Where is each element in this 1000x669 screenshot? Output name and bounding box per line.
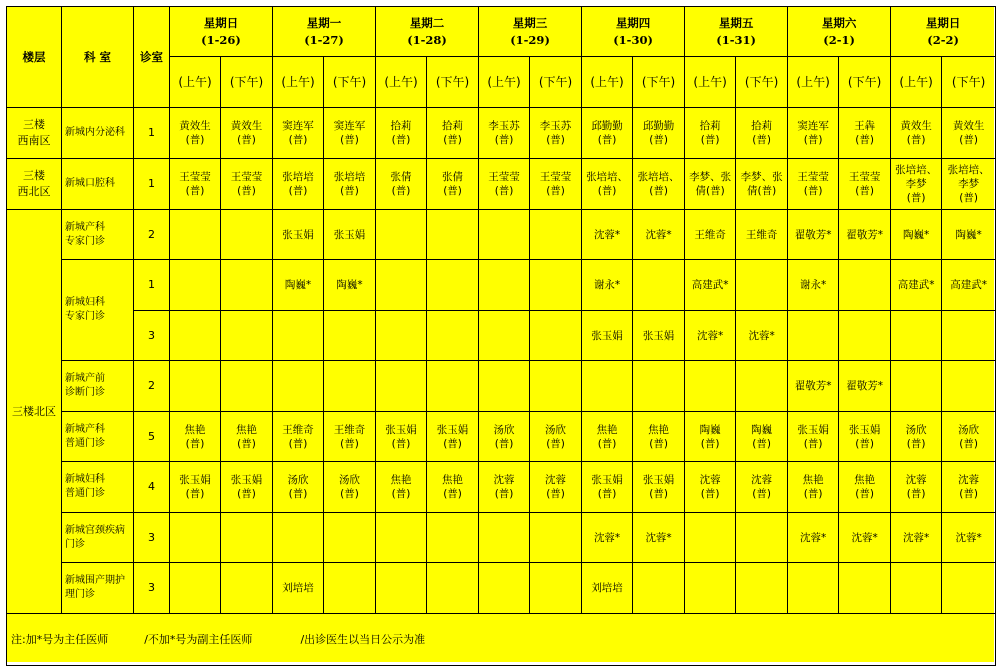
doctor-cell: [839, 260, 891, 311]
doctor-cell: [685, 361, 736, 412]
dept-cell: 新城口腔科: [62, 159, 134, 210]
doctor-cell: [479, 260, 530, 311]
room-cell: 1: [134, 159, 170, 210]
doctor-cell: 陶巍*: [273, 260, 324, 311]
dept-cell: 新城围产期护 理门诊: [62, 563, 134, 614]
doctor-cell: 焦艳 (普): [427, 462, 479, 513]
doctor-cell: [324, 311, 376, 361]
doctor-cell: 拾莉 (普): [736, 108, 788, 159]
doctor-cell: 张倩 (普): [376, 159, 427, 210]
doctor-cell: [324, 513, 376, 563]
room-cell: 1: [134, 260, 170, 311]
doctor-cell: 张玉娟 (普): [633, 462, 685, 513]
doctor-cell: 王莹莹 (普): [530, 159, 582, 210]
day-date: (1-29): [510, 32, 550, 47]
day-header: [273, 7, 376, 57]
doctor-cell: 张培培、 (普): [633, 159, 685, 210]
room-cell: 2: [134, 210, 170, 260]
doctor-cell: 张玉娟: [582, 311, 633, 361]
doctor-cell: 翟敬芳*: [788, 361, 839, 412]
doctor-cell: 翟敬芳*: [839, 361, 891, 412]
doctor-cell: 焦艳 (普): [170, 412, 221, 462]
doctor-cell: [685, 563, 736, 614]
doctor-cell: 翟敬芳*: [788, 210, 839, 260]
doctor-cell: 张玉娟 (普): [427, 412, 479, 462]
doctor-cell: [376, 311, 427, 361]
doctor-cell: 黄效生 (普): [942, 108, 996, 159]
doctor-cell: 沈蓉 (普): [891, 462, 942, 513]
doctor-cell: 张玉娟: [273, 210, 324, 260]
doctor-cell: 刘培培: [582, 563, 633, 614]
doctor-cell: [479, 311, 530, 361]
doctor-cell: [633, 361, 685, 412]
room-cell: 5: [134, 412, 170, 462]
doctor-cell: [324, 563, 376, 614]
doctor-cell: 张玉娟: [324, 210, 376, 260]
doctor-cell: 汤欣 (普): [273, 462, 324, 513]
doctor-cell: [376, 513, 427, 563]
doctor-cell: [633, 563, 685, 614]
doctor-cell: [839, 563, 891, 614]
day-date: (1-30): [613, 32, 653, 47]
room-cell: 1: [134, 108, 170, 159]
room-cell: 2: [134, 361, 170, 412]
day-date: (1-26): [201, 32, 241, 47]
doctor-cell: 沈蓉 (普): [736, 462, 788, 513]
doctor-cell: 拾莉 (普): [427, 108, 479, 159]
doctor-cell: [530, 210, 582, 260]
doctor-cell: 焦艳 (普): [376, 462, 427, 513]
doctor-cell: [530, 311, 582, 361]
day-name: 星期五: [718, 15, 754, 30]
doctor-cell: 拾莉 (普): [376, 108, 427, 159]
doctor-cell: 陶巍 (普): [736, 412, 788, 462]
doctor-cell: [839, 311, 891, 361]
doctor-cell: [170, 563, 221, 614]
am-label: (上午): [891, 57, 942, 108]
doctor-cell: [170, 361, 221, 412]
doctor-cell: [942, 311, 996, 361]
room-cell: 3: [134, 563, 170, 614]
doctor-cell: 张玉娟 (普): [376, 412, 427, 462]
doctor-cell: 焦艳 (普): [633, 412, 685, 462]
doctor-cell: 张培培、 李梦 (普): [942, 159, 996, 210]
doctor-cell: 窦连军 (普): [788, 108, 839, 159]
doctor-cell: 沈蓉*: [582, 513, 633, 563]
day-header: [376, 7, 479, 57]
dept-cell: 新城产前 诊断门诊: [62, 361, 134, 412]
doctor-cell: [427, 311, 479, 361]
doctor-cell: 李玉苏 (普): [479, 108, 530, 159]
doctor-cell: 沈蓉 (普): [479, 462, 530, 513]
doctor-cell: [427, 563, 479, 614]
am-label: (上午): [376, 57, 427, 108]
doctor-cell: 高建武*: [942, 260, 996, 311]
doctor-cell: [891, 563, 942, 614]
doctor-cell: 沈蓉 (普): [530, 462, 582, 513]
doctor-cell: 黄效生 (普): [170, 108, 221, 159]
doctor-cell: 汤欣 (普): [324, 462, 376, 513]
doctor-cell: [685, 513, 736, 563]
doctor-cell: [170, 260, 221, 311]
pm-label: (下午): [736, 57, 788, 108]
day-header: [479, 7, 582, 57]
doctor-cell: 邱勤勤 (普): [582, 108, 633, 159]
doctor-cell: 翟敬芳*: [839, 210, 891, 260]
dept-cell: 新城妇科 专家门诊: [62, 260, 134, 361]
day-date: (1-31): [716, 32, 756, 47]
am-label: (上午): [273, 57, 324, 108]
dept-cell: 新城产科 专家门诊: [62, 210, 134, 260]
day-date: (1-27): [304, 32, 344, 47]
floor-cell: 三楼 西北区: [7, 159, 62, 210]
floor-cell: 三楼 西南区: [7, 108, 62, 159]
day-name: 星期三: [512, 15, 548, 30]
doctor-cell: [736, 563, 788, 614]
doctor-cell: 沈蓉*: [582, 210, 633, 260]
doctor-cell: 沈蓉*: [685, 311, 736, 361]
doctor-cell: 王莹莹 (普): [221, 159, 273, 210]
pm-label: (下午): [530, 57, 582, 108]
pm-label: (下午): [221, 57, 273, 108]
day-name: 星期一: [306, 15, 342, 30]
doctor-cell: 黄效生 (普): [891, 108, 942, 159]
doctor-cell: 刘培培: [273, 563, 324, 614]
doctor-cell: [376, 361, 427, 412]
doctor-cell: 张培培 (普): [324, 159, 376, 210]
doctor-cell: 焦艳 (普): [839, 462, 891, 513]
am-label: (上午): [479, 57, 530, 108]
table-row: [7, 361, 996, 412]
doctor-cell: [273, 311, 324, 361]
doctor-cell: [427, 260, 479, 311]
day-date: (1-28): [407, 32, 447, 47]
floor-cell: 三楼北区: [7, 210, 62, 614]
doctor-cell: [736, 361, 788, 412]
day-name: 星期日: [925, 15, 961, 30]
doctor-cell: [530, 361, 582, 412]
doctor-cell: [221, 311, 273, 361]
doctor-cell: [942, 563, 996, 614]
doctor-cell: 陶巍*: [942, 210, 996, 260]
doctor-cell: 张玉娟 (普): [221, 462, 273, 513]
room-cell: 3: [134, 311, 170, 361]
doctor-cell: 谢永*: [788, 260, 839, 311]
day-header: [788, 7, 891, 57]
doctor-cell: [891, 361, 942, 412]
doctor-cell: 张玉娟 (普): [788, 412, 839, 462]
day-name: 星期二: [409, 15, 445, 30]
doctor-cell: 邱勤勤 (普): [633, 108, 685, 159]
day-header: [582, 7, 685, 57]
day-header: [170, 7, 273, 57]
doctor-cell: [530, 260, 582, 311]
doctor-cell: 张玉娟 (普): [582, 462, 633, 513]
doctor-cell: 焦艳 (普): [788, 462, 839, 513]
table-row: [7, 513, 996, 563]
day-date: (2-1): [823, 32, 855, 47]
table-row: [7, 260, 996, 311]
doctor-cell: 焦艳 (普): [582, 412, 633, 462]
doctor-cell: [582, 361, 633, 412]
room-cell: 3: [134, 513, 170, 563]
room-cell: 4: [134, 462, 170, 513]
pm-label: (下午): [427, 57, 479, 108]
doctor-cell: 汤欣 (普): [530, 412, 582, 462]
doctor-cell: 张培培、 李梦 (普): [891, 159, 942, 210]
doctor-cell: [788, 311, 839, 361]
doctor-cell: [633, 260, 685, 311]
doctor-cell: [170, 210, 221, 260]
pm-label: (下午): [839, 57, 891, 108]
dept-cell: 新城妇科 普通门诊: [62, 462, 134, 513]
doctor-cell: [479, 513, 530, 563]
doctor-cell: 汤欣 (普): [942, 412, 996, 462]
table-row: [7, 210, 996, 260]
doctor-cell: [221, 513, 273, 563]
doctor-cell: 窦连军 (普): [273, 108, 324, 159]
schedule-sheet: [6, 6, 994, 662]
pm-label: (下午): [324, 57, 376, 108]
doctor-cell: [170, 311, 221, 361]
doctor-cell: [376, 210, 427, 260]
table-row: [7, 159, 996, 210]
table-row: [7, 108, 996, 159]
day-header: [685, 7, 788, 57]
doctor-cell: [221, 260, 273, 311]
doctor-cell: [221, 563, 273, 614]
footnote: [7, 614, 996, 666]
doctor-cell: [273, 361, 324, 412]
doctor-cell: 王莹莹 (普): [839, 159, 891, 210]
doctor-cell: [170, 513, 221, 563]
doctor-cell: [273, 513, 324, 563]
footnote-part1: 注:加*号为主任医师: [11, 632, 109, 646]
doctor-cell: 陶巍*: [891, 210, 942, 260]
doctor-cell: 王维奇: [736, 210, 788, 260]
doctor-cell: [479, 361, 530, 412]
doctor-cell: 汤欣 (普): [891, 412, 942, 462]
doctor-cell: 张倩 (普): [427, 159, 479, 210]
table-row: [7, 563, 996, 614]
doctor-cell: [479, 210, 530, 260]
doctor-cell: 谢永*: [582, 260, 633, 311]
doctor-cell: [376, 563, 427, 614]
doctor-cell: [427, 361, 479, 412]
doctor-cell: 沈蓉*: [633, 513, 685, 563]
day-header: [891, 7, 996, 57]
doctor-cell: 焦艳 (普): [221, 412, 273, 462]
doctor-cell: 张培培 (普): [273, 159, 324, 210]
doctor-cell: 黄效生 (普): [221, 108, 273, 159]
header-room: 诊室: [134, 7, 170, 108]
doctor-cell: 张玉娟 (普): [839, 412, 891, 462]
am-label: (上午): [170, 57, 221, 108]
doctor-cell: [788, 563, 839, 614]
day-name: 星期六: [821, 15, 857, 30]
doctor-cell: [324, 361, 376, 412]
doctor-cell: 高建武*: [891, 260, 942, 311]
doctor-cell: 窦连军 (普): [324, 108, 376, 159]
doctor-cell: 王莹莹 (普): [479, 159, 530, 210]
doctor-cell: 沈蓉*: [788, 513, 839, 563]
doctor-cell: 王莹莹 (普): [170, 159, 221, 210]
doctor-cell: 拾莉 (普): [685, 108, 736, 159]
day-date: (2-2): [927, 32, 959, 47]
doctor-cell: [736, 260, 788, 311]
doctor-cell: [530, 513, 582, 563]
doctor-cell: 王维奇 (普): [273, 412, 324, 462]
doctor-cell: 张玉娟 (普): [170, 462, 221, 513]
doctor-cell: [427, 513, 479, 563]
doctor-cell: 张培培、 (普): [582, 159, 633, 210]
dept-cell: 新城内分泌科: [62, 108, 134, 159]
doctor-cell: [221, 210, 273, 260]
doctor-cell: 张玉娟: [633, 311, 685, 361]
doctor-cell: [427, 210, 479, 260]
doctor-cell: 高建武*: [685, 260, 736, 311]
doctor-cell: [891, 311, 942, 361]
dept-cell: 新城产科 普通门诊: [62, 412, 134, 462]
doctor-cell: 沈蓉 (普): [942, 462, 996, 513]
table-row: [7, 462, 996, 513]
table-row: [7, 311, 996, 361]
doctor-cell: 陶巍 (普): [685, 412, 736, 462]
dept-cell: 新城宫颈疾病 门诊: [62, 513, 134, 563]
pm-label: (下午): [942, 57, 996, 108]
table-row: [7, 412, 996, 462]
doctor-cell: [479, 563, 530, 614]
doctor-cell: 沈蓉*: [839, 513, 891, 563]
doctor-cell: 王犇 (普): [839, 108, 891, 159]
footnote-part3: /出诊医生以当日公示为准: [300, 632, 426, 646]
pm-label: (下午): [633, 57, 685, 108]
am-label: (上午): [685, 57, 736, 108]
doctor-cell: [221, 361, 273, 412]
doctor-cell: [376, 260, 427, 311]
schedule-table: [6, 6, 996, 666]
header-dept: 科 室: [62, 7, 134, 108]
doctor-cell: 沈蓉*: [891, 513, 942, 563]
doctor-cell: 王维奇 (普): [324, 412, 376, 462]
doctor-cell: 李梦、张 倩(普): [685, 159, 736, 210]
footnote-part2: /不加*号为副主任医师: [144, 632, 253, 646]
am-label: (上午): [582, 57, 633, 108]
doctor-cell: 李玉苏 (普): [530, 108, 582, 159]
doctor-cell: 陶巍*: [324, 260, 376, 311]
am-label: (上午): [788, 57, 839, 108]
day-name: 星期日: [203, 15, 239, 30]
doctor-cell: 王维奇: [685, 210, 736, 260]
doctor-cell: 沈蓉*: [736, 311, 788, 361]
doctor-cell: [530, 563, 582, 614]
doctor-cell: 汤欣 (普): [479, 412, 530, 462]
doctor-cell: 李梦、张 倩(普): [736, 159, 788, 210]
header-floor: 楼层: [7, 7, 62, 108]
doctor-cell: 沈蓉 (普): [685, 462, 736, 513]
doctor-cell: 王莹莹 (普): [788, 159, 839, 210]
doctor-cell: 沈蓉*: [942, 513, 996, 563]
doctor-cell: [942, 361, 996, 412]
doctor-cell: 沈蓉*: [633, 210, 685, 260]
doctor-cell: [736, 513, 788, 563]
day-name: 星期四: [615, 15, 651, 30]
